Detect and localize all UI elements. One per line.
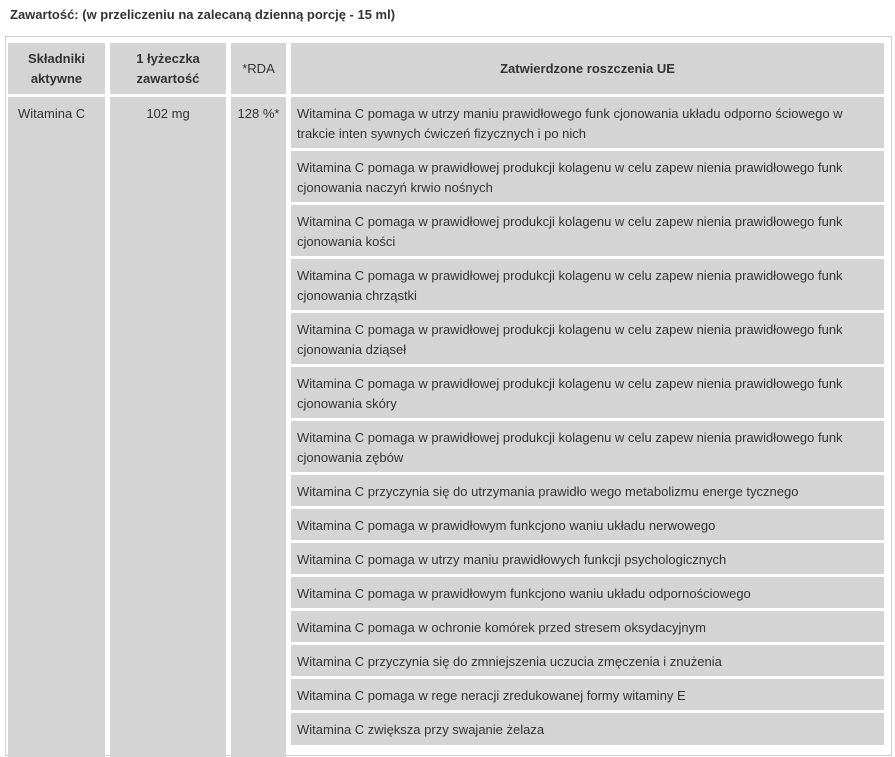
header-active-ingredients-line2: aktywne xyxy=(30,70,83,86)
claim-row xyxy=(291,543,884,574)
claim-text: Witamina C pomaga w prawidłowej produkcji kolagenu w celu zapew nienia prawidłowego funk cjonowania naczyń krwio nośnych xyxy=(297,160,843,195)
header-rda xyxy=(231,43,286,94)
claim-row xyxy=(291,259,884,310)
header-eu-claims xyxy=(291,43,884,94)
header-teaspoon-content xyxy=(110,43,226,94)
rda-value: 128 %* xyxy=(237,106,280,121)
header-rda-label: *RDA xyxy=(242,60,275,76)
claim-row xyxy=(291,713,884,745)
claim-row xyxy=(291,509,884,540)
claim-text: Witamina C pomaga w utrzy maniu prawidłowych funkcji psychologicznych xyxy=(297,552,727,567)
claim-row xyxy=(291,367,884,418)
claim-row xyxy=(291,577,884,608)
claim-text: Witamina C przyczynia się do zmniejszenia uczucia zmęczenia i znużenia xyxy=(297,654,722,669)
claim-text: Witamina C pomaga w rege neracji zredukowanej formy witaminy E xyxy=(297,688,686,703)
header-teaspoon-line2: zawartość xyxy=(136,70,200,86)
claim-text: Witamina C pomaga w ochronie komórek przed stresem oksydacyjnym xyxy=(297,620,706,635)
claim-row xyxy=(291,611,884,642)
claim-row xyxy=(291,313,884,364)
claim-text: Witamina C pomaga w prawidłowym funkcjono waniu układu odpornościowego xyxy=(297,586,751,601)
header-active-ingredients-line1: Składniki xyxy=(27,50,86,66)
amount-cell xyxy=(110,97,226,757)
claim-row xyxy=(291,205,884,256)
claim-row xyxy=(291,645,884,676)
claim-row xyxy=(291,97,884,148)
header-teaspoon-line1: 1 łyżeczka xyxy=(136,50,200,66)
claim-text: Witamina C pomaga w prawidłowej produkcji kolagenu w celu zapew nienia prawidłowego funk cjonowania dziąseł xyxy=(297,322,843,357)
amount-value: 102 mg xyxy=(146,106,190,121)
claim-text: Witamina C pomaga w prawidłowej produkcji kolagenu w celu zapew nienia prawidłowego funk cjonowania skóry xyxy=(297,376,843,411)
claim-text: Witamina C pomaga w prawidłowej produkcji kolagenu w celu zapew nienia prawidłowego funk cjonowania chrząstki xyxy=(297,268,843,303)
ingredient-cell xyxy=(8,97,105,757)
claim-row xyxy=(291,679,884,710)
claim-text: Witamina C pomaga w prawidłowej produkcji kolagenu w celu zapew nienia prawidłowego funk cjonowania kości xyxy=(297,214,843,249)
claim-text: Witamina C przyczynia się do utrzymania prawidło wego metabolizmu energe tycznego xyxy=(297,484,799,499)
claim-text: Witamina C zwiększa przy swajanie żelaza xyxy=(297,722,545,737)
claim-row xyxy=(291,421,884,472)
content-heading: Zawartość: (w przeliczeniu na zalecaną dzienną porcję - 15 ml) xyxy=(10,7,396,22)
ingredient-value: Witamina C xyxy=(18,106,86,121)
claim-row xyxy=(291,475,884,506)
claim-row xyxy=(291,151,884,202)
claim-text: Witamina C pomaga w utrzy maniu prawidłowego funk cjonowania układu odporno ściowego w trakcie inten sywnych ćwiczeń fizycznych i po nich xyxy=(297,106,843,141)
claim-text: Witamina C pomaga w prawidłowej produkcji kolagenu w celu zapew nienia prawidłowego funk cjonowania zębów xyxy=(297,430,843,465)
rda-cell xyxy=(231,97,286,757)
claim-text: Witamina C pomaga w prawidłowym funkcjono waniu układu nerwowego xyxy=(297,518,716,533)
header-eu-claims-label: Zatwierdzone roszczenia UE xyxy=(500,60,675,76)
header-active-ingredients xyxy=(8,43,105,94)
